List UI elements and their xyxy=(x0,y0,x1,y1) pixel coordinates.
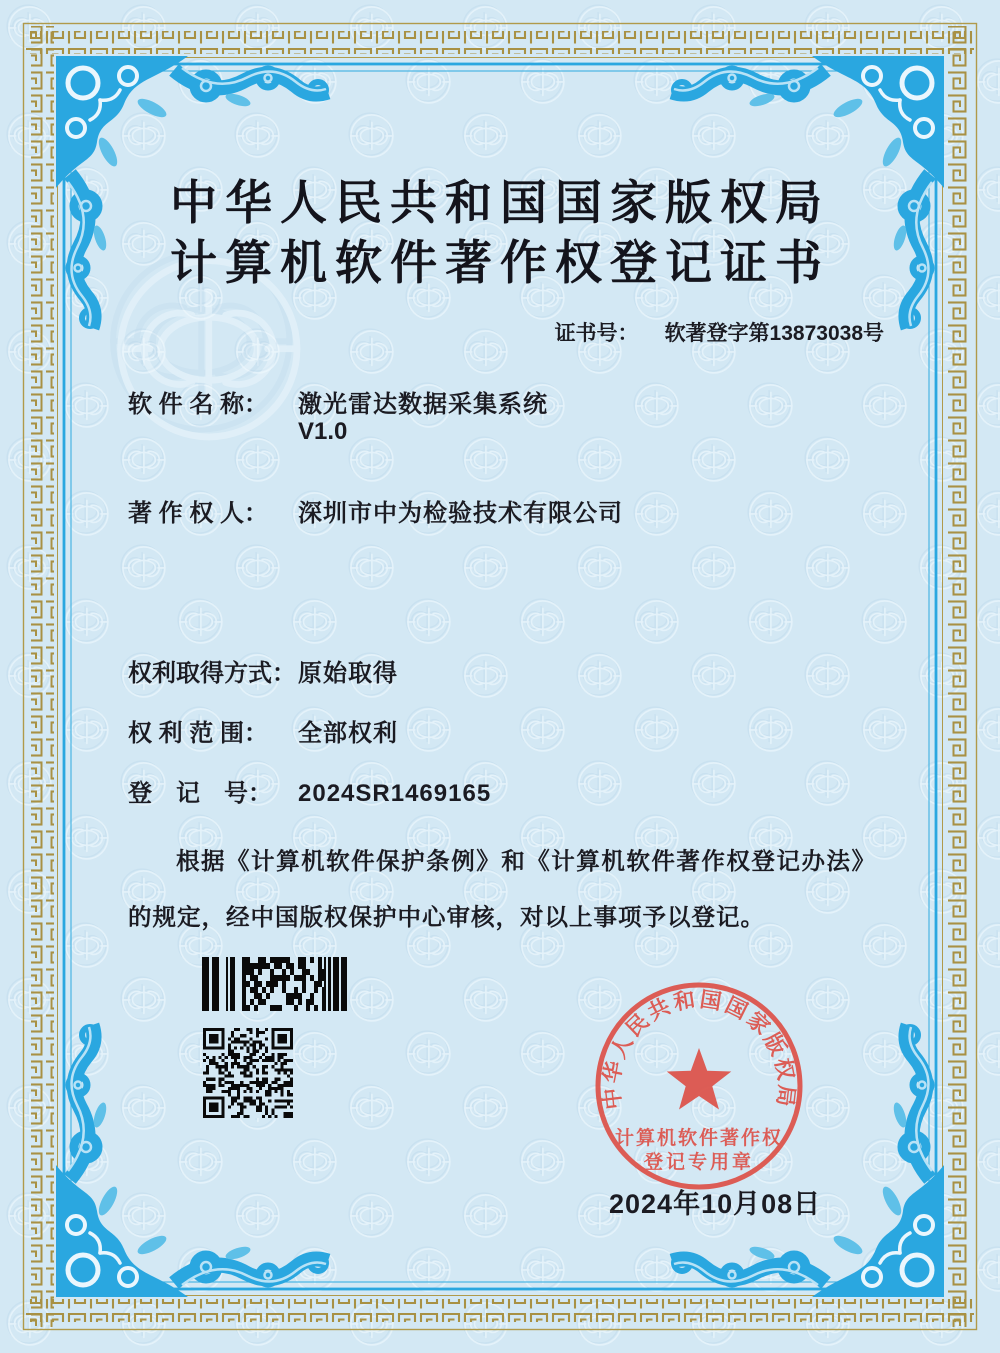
seal-line2: 登记专用章 xyxy=(643,1152,755,1173)
registration-statement: 根据《计算机软件保护条例》和《计算机软件著作权登记办法》的规定，经中国版权保护中心审核，对以上事项予以登记。 xyxy=(128,848,876,930)
seal-line1: 计算机软件著作权 xyxy=(614,1128,784,1149)
seal-arc-text: 中华人民共和国国家版权局 xyxy=(599,987,799,1111)
acquisition-row xyxy=(128,653,398,688)
official-seal xyxy=(592,979,806,1193)
scope-label: 权 利 范 围： xyxy=(128,720,269,747)
barcode xyxy=(202,957,348,1011)
scope-value: 全部权利 xyxy=(298,720,398,747)
owner-value: 深圳市中为检验技术有限公司 xyxy=(298,500,623,527)
issue-date: 2024年10月08日 xyxy=(609,1189,822,1219)
owner-row xyxy=(128,493,623,528)
software-name-value: 激光雷达数据采集系统 xyxy=(298,391,548,418)
certificate-number-value: 软著登字第13873038号 xyxy=(664,322,884,345)
registration-number-label: 登 记 号： xyxy=(128,780,272,807)
registration-number-value: 2024SR1469165 xyxy=(298,780,492,807)
acquisition-value: 原始取得 xyxy=(298,660,398,687)
qr-code xyxy=(203,1028,293,1118)
certificate-number-row xyxy=(555,317,884,347)
seal-star xyxy=(667,1048,732,1110)
software-version: V1.0 xyxy=(298,418,348,445)
certificate-title: 计算机软件著作权登记证书 xyxy=(170,238,830,290)
authority-title: 中华人民共和国国家版权局 xyxy=(170,178,830,230)
registration-number-row xyxy=(128,773,491,808)
acquisition-label: 权利取得方式： xyxy=(128,660,296,687)
scope-row xyxy=(128,713,398,748)
software-name-row xyxy=(128,384,548,419)
owner-label: 著 作 权 人： xyxy=(128,500,269,527)
certificate-number-label: 证书号： xyxy=(554,322,639,345)
software-name-label: 软 件 名 称： xyxy=(128,391,269,418)
